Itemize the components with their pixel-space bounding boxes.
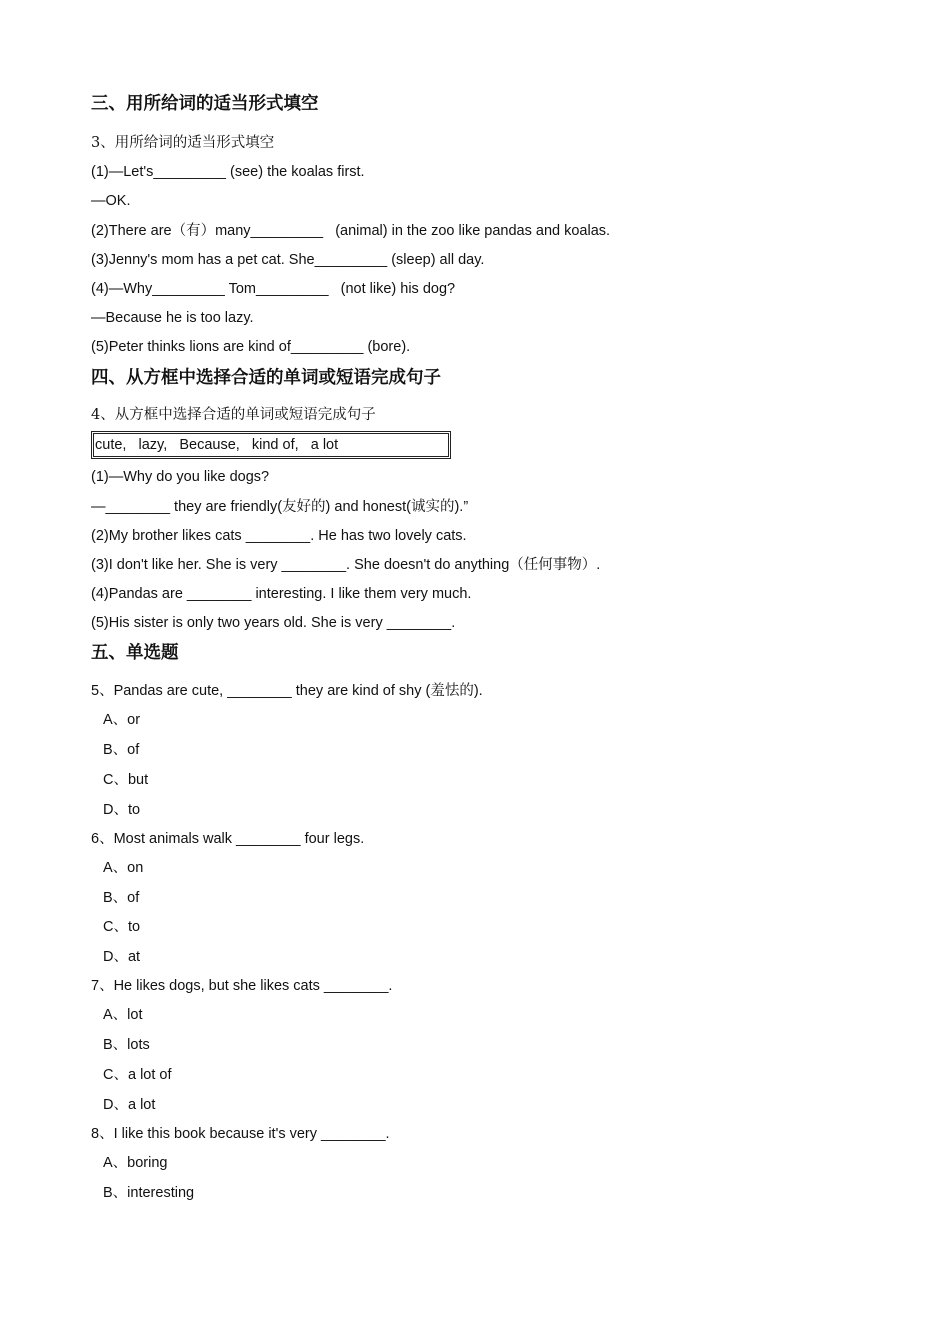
q5-stem: 5、Pandas are cute, ________ they are kind of shy (羞怯的). xyxy=(91,683,483,699)
q3-line-6: —Because he is too lazy. xyxy=(91,310,254,326)
q7-option-b: B、lots xyxy=(103,1037,150,1053)
q8-option-b: B、interesting xyxy=(103,1185,195,1201)
q3-line-5: (4)—Why_________ Tom_________ (not like) his dog? xyxy=(91,281,456,297)
q3-line-4: (3)Jenny's mom has a pet cat. She_________ (sleep) all day. xyxy=(91,252,485,268)
question3-title: 3、用所给词的适当形式填空 xyxy=(91,135,275,151)
word-box-text: cute, lazy, Because, kind of, a lot xyxy=(95,437,339,453)
q4-line-1: (1)—Why do you like dogs? xyxy=(91,469,270,485)
section5-heading: 五、单选题 xyxy=(91,643,179,663)
q4-line-4: (3)I don't like her. She is very ________. She doesn't do anything（任何事物）. xyxy=(91,557,601,573)
q6-option-c: C、to xyxy=(103,919,141,935)
q4-line-6: (5)His sister is only two years old. She is very ________. xyxy=(91,615,456,631)
q3-line-7: (5)Peter thinks lions are kind of_________ (bore). xyxy=(91,339,411,355)
q6-stem: 6、Most animals walk ________ four legs. xyxy=(91,831,365,847)
question4-title: 4、从方框中选择合适的单词或短语完成句子 xyxy=(91,407,376,423)
section3-heading: 三、用所给词的适当形式填空 xyxy=(91,94,319,114)
q3-line-1: (1)—Let's_________ (see) the koalas first. xyxy=(91,164,365,180)
word-box xyxy=(91,431,451,459)
section4-heading: 四、从方框中选择合适的单词或短语完成句子 xyxy=(91,368,441,388)
q4-line-5: (4)Pandas are ________ interesting. I like them very much. xyxy=(91,586,472,602)
q6-option-a: A、on xyxy=(103,860,144,876)
q7-option-d: D、a lot xyxy=(103,1097,156,1113)
q5-option-a: A、or xyxy=(103,712,141,728)
q8-stem: 8、I like this book because it's very ________. xyxy=(91,1126,390,1142)
q6-option-b: B、of xyxy=(103,890,140,906)
q6-option-d: D、at xyxy=(103,949,141,965)
q5-option-d: D、to xyxy=(103,802,141,818)
q4-line-2: —________ they are friendly(友好的) and honest(诚实的).” xyxy=(91,499,469,515)
q7-stem: 7、He likes dogs, but she likes cats ________. xyxy=(91,978,393,994)
q7-option-a: A、lot xyxy=(103,1007,143,1023)
q3-line-3: (2)There are（有）many_________ (animal) in the zoo like pandas and koalas. xyxy=(91,223,611,239)
q5-option-c: C、but xyxy=(103,772,149,788)
q8-option-a: A、boring xyxy=(103,1155,168,1171)
q4-line-3: (2)My brother likes cats ________. He has two lovely cats. xyxy=(91,528,467,544)
q3-line-2: —OK. xyxy=(91,193,131,209)
q7-option-c: C、a lot of xyxy=(103,1067,172,1083)
q5-option-b: B、of xyxy=(103,742,140,758)
